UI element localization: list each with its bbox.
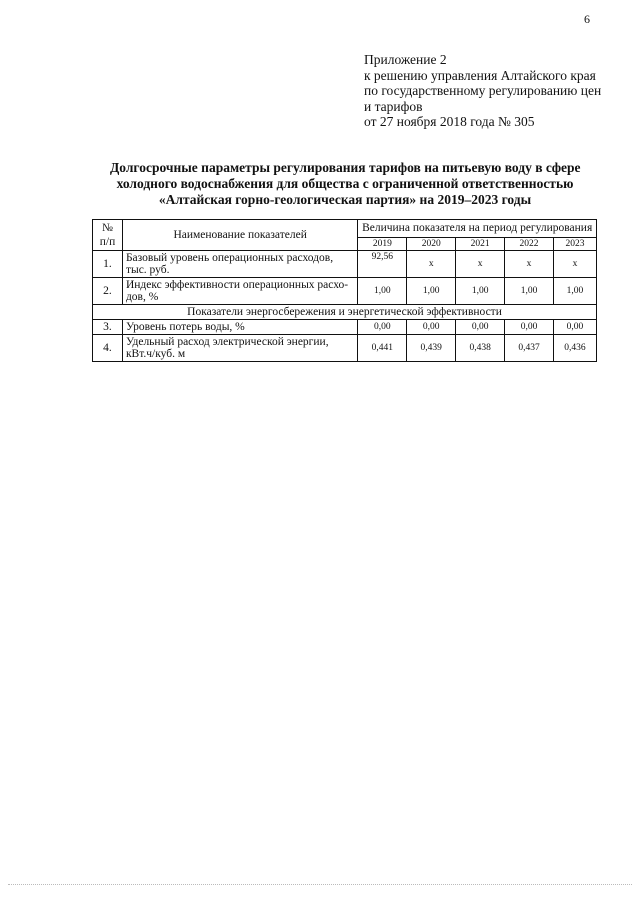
row-number: 4.	[93, 335, 123, 362]
table-row	[93, 335, 597, 362]
row-value: 0,438	[456, 335, 505, 362]
document-title	[110, 160, 580, 208]
row-name: Базовый уровень операционных расходов, тыс. руб.	[122, 251, 357, 278]
header-name: Наименование показателей	[122, 220, 357, 251]
appendix-line: к решению управления Алтайского края	[364, 67, 596, 83]
row-value: 0,436	[553, 335, 596, 362]
footer-divider	[8, 884, 632, 885]
row-number: 2.	[93, 278, 123, 305]
row-value: x	[456, 251, 505, 278]
header-value: Величина показателя на период регулирования	[358, 220, 597, 238]
row-value: 1,00	[407, 278, 456, 305]
row-name: Удельный расход электрической энергии, кВт.ч/куб. м	[122, 335, 357, 362]
appendix-line: от 27 ноября 2018 года № 305	[364, 114, 535, 129]
header-year: 2020	[407, 237, 456, 250]
table-row	[93, 320, 597, 335]
row-value: 0,439	[407, 335, 456, 362]
row-value: 0,00	[407, 320, 456, 335]
row-name: Уровень потерь воды, %	[122, 320, 357, 335]
page-number: 6	[584, 12, 590, 26]
appendix-line: по государственному регулированию цен	[364, 83, 602, 98]
header-year: 2019	[358, 237, 407, 250]
row-value: 1,00	[358, 278, 407, 305]
title-line: «Алтайская горно-геологическая партия» на 2019–2023 годы	[158, 192, 532, 207]
section-title: Показатели энергосбережения и энергетической эффективности	[93, 305, 597, 320]
row-value: 0,441	[358, 335, 407, 362]
table-row	[93, 251, 597, 278]
table-row	[93, 278, 597, 305]
row-value: x	[407, 251, 456, 278]
title-line: холодного водоснабжения для общества с ограниченной ответственностью	[116, 176, 574, 191]
appendix-block	[364, 52, 601, 130]
row-value: 0,00	[456, 320, 505, 335]
header-number: № п/п	[93, 220, 123, 251]
appendix-line: Приложение 2	[364, 52, 447, 67]
header-year: 2022	[505, 237, 554, 250]
row-value: 0,437	[505, 335, 554, 362]
row-value: 1,00	[456, 278, 505, 305]
row-name: Индекс эффективности операционных расхо-дов, %	[122, 278, 357, 305]
row-number: 1.	[93, 251, 123, 278]
header-year: 2023	[553, 237, 596, 250]
appendix-line: и тарифов	[364, 98, 423, 114]
row-value: 0,00	[553, 320, 596, 335]
row-value: x	[553, 251, 596, 278]
row-value: 92,56	[358, 251, 407, 278]
row-value: 0,00	[358, 320, 407, 335]
header-year: 2021	[456, 237, 505, 250]
row-value: x	[505, 251, 554, 278]
row-value: 0,00	[505, 320, 554, 335]
section-row	[93, 305, 597, 320]
row-number: 3.	[93, 320, 123, 335]
title-line: Долгосрочные параметры регулирования тарифов на питьевую воду в сфере	[110, 160, 581, 175]
parameters-table	[92, 219, 597, 362]
row-value: 1,00	[553, 278, 596, 305]
row-value: 1,00	[505, 278, 554, 305]
